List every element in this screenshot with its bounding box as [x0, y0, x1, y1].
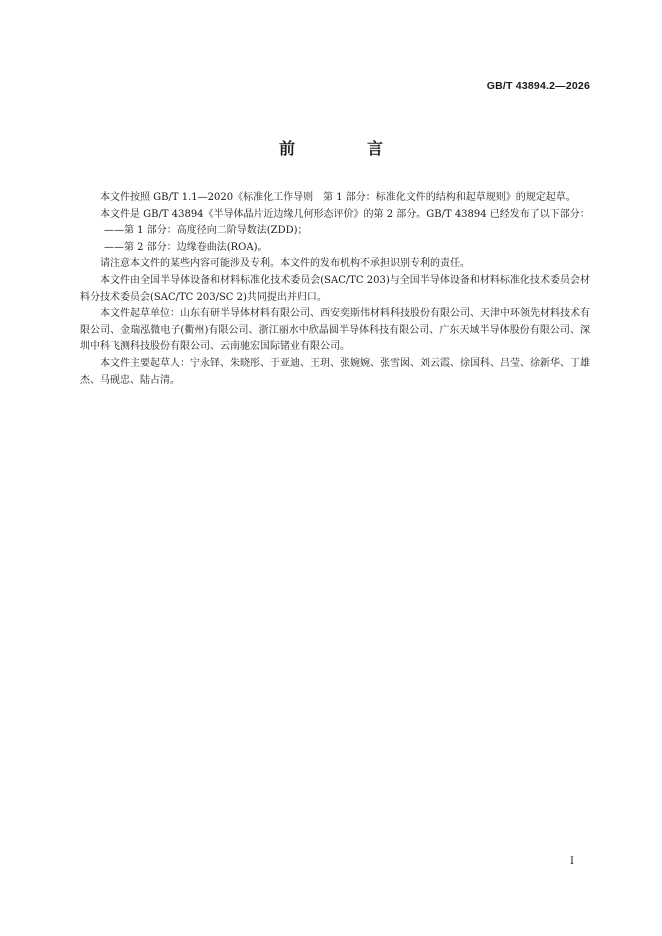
page-title: 前 言	[278, 139, 411, 158]
list-item-part-1: ——第 1 部分：高度径向二阶导数法(ZDD)；	[104, 225, 308, 237]
standard-number: GB/T 43894.2—2026	[486, 80, 590, 92]
paragraph-drafting-rules: 本文件按照 GB/T 1.1—2020《标准化工作导则 第 1 部分：标准化文件的结构和起草规则》的规定起草。	[100, 192, 576, 203]
paragraph-patent-notice: 请注意本文件的某些内容可能涉及专利。本文件的发布机构不承担识别专利的责任。	[100, 258, 470, 270]
paragraph-drafters: 本文件主要起草人：宁永铎、朱晓彤、于亚迪、王玥、张婉婉、张雪囡、刘云霞、徐国科、吕莹、徐新华、丁雄杰、马砚忠、陆占清。	[80, 357, 590, 386]
paragraph-proposer: 本文件由全国半导体设备和材料标准化技术委员会(SAC/TC 203)与全国半导体设备和材料标准化技术委员会材料分技术委员会(SAC/TC 203/SC 2)共同提出并归口。	[80, 274, 590, 303]
paragraph-drafting-units: 本文件起草单位：山东有研半导体材料有限公司、西安奕斯伟材料科技股份有限公司、天津中环领先材料技术有限公司、金瑞泓微电子(衢州)有限公司、浙江丽水中欣晶圆半导体科技有限公司、广东天域半导体股份有限公司、深圳中科飞测科技股份有限公司、云南驰宏国际锗业有限公司。	[80, 308, 590, 353]
list-item-part-2: ——第 2 部分：边缘卷曲法(ROA)。	[104, 241, 268, 253]
foreword-body	[80, 190, 590, 389]
page-number: I	[570, 856, 574, 867]
paragraph-parts-intro: 本文件是 GB/T 43894《半导体晶片近边缘几何形态评价》的第 2 部分。GB/T 43894 已经发布了以下部分：	[100, 208, 590, 220]
